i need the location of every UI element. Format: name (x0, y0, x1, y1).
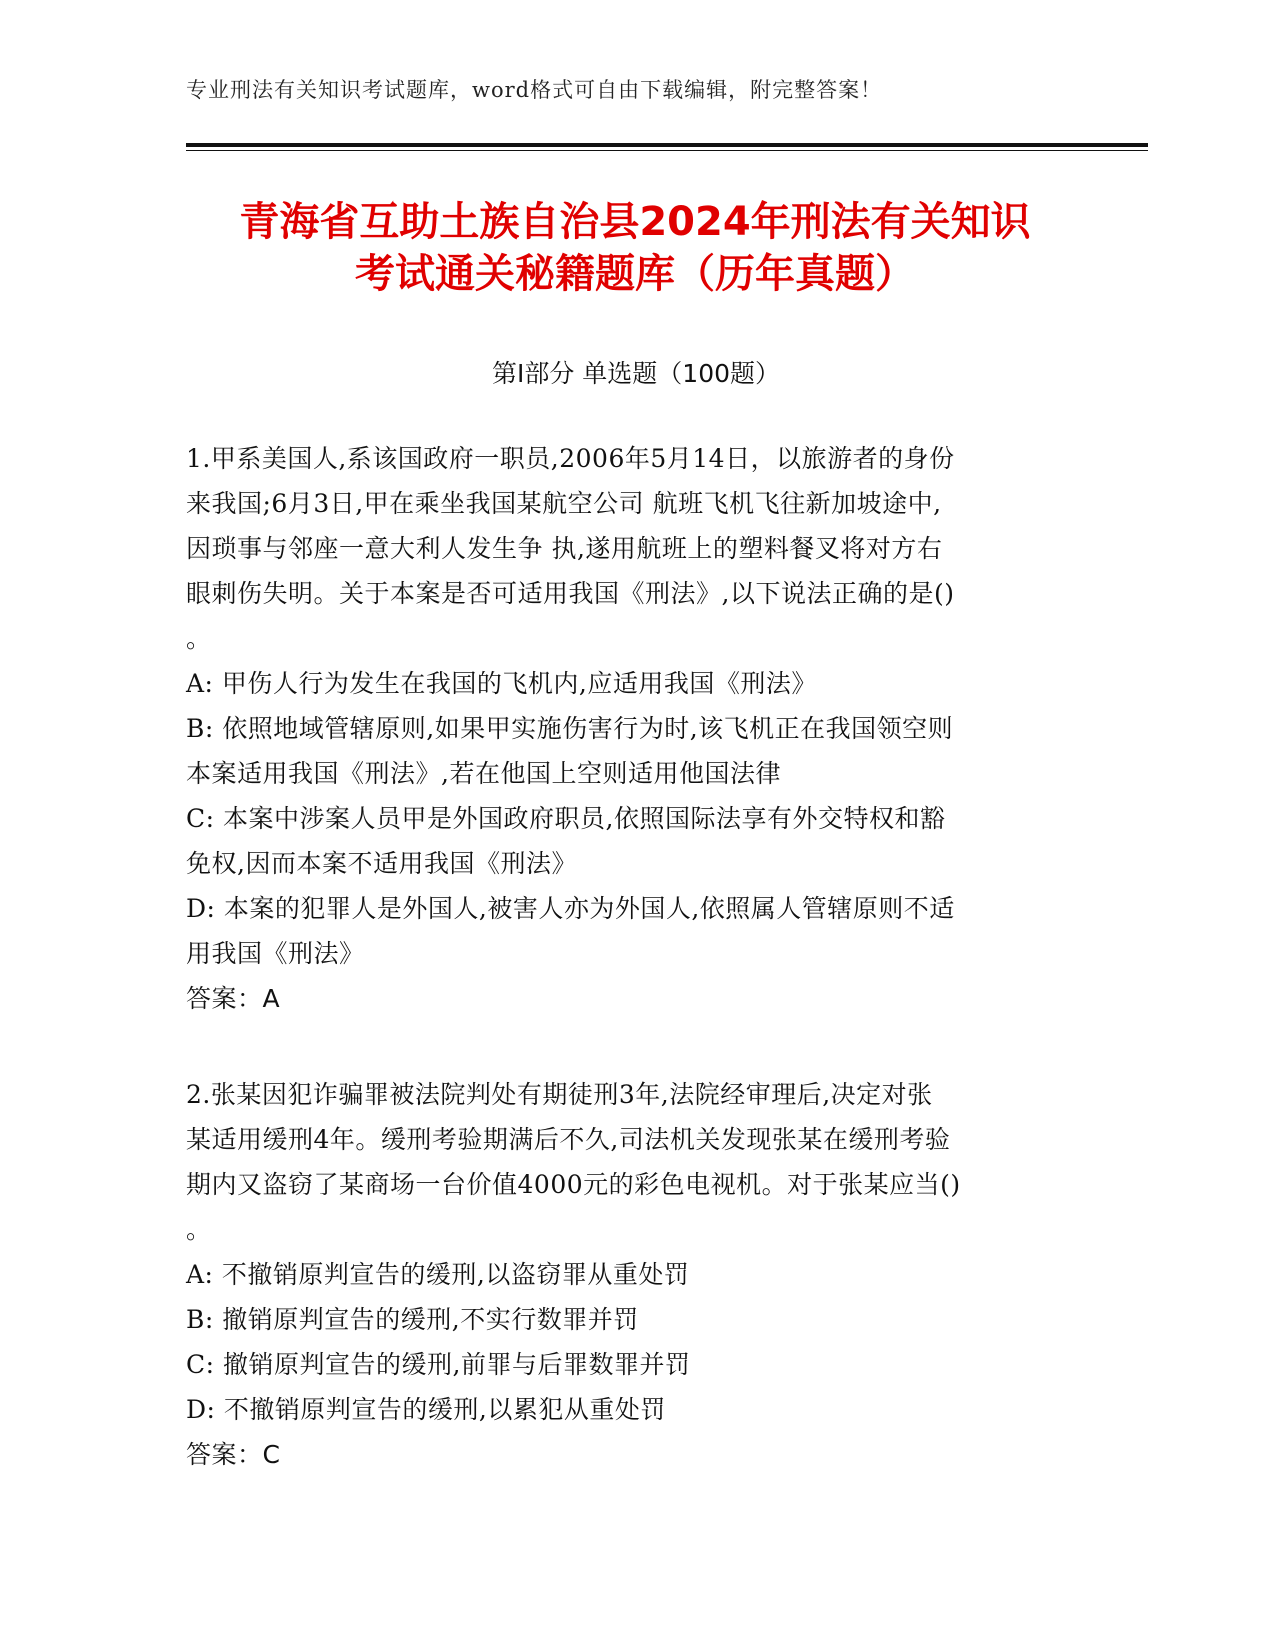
option-a: A: 甲伤人行为发生在我国的飞机内,应适用我国《刑法》 (186, 669, 817, 698)
question-stem-line: 。 (186, 1215, 212, 1244)
option-d-continued: 用我国《刑法》 (186, 939, 365, 968)
answer-label: 答案：A (186, 984, 281, 1013)
option-c: C: 撤销原判宣告的缓刑,前罪与后罪数罪并罚 (186, 1350, 691, 1379)
document-title (150, 196, 1120, 300)
header-rule-thin (186, 150, 1148, 151)
question-stem-line: 1.甲系美国人,系该国政府一职员,2006年5月14日，以旅游者的身份 (186, 444, 955, 473)
option-c-continued: 免权,因而本案不适用我国《刑法》 (186, 849, 577, 878)
question-stem-line: 期内又盗窃了某商场一台价值4000元的彩色电视机。对于张某应当() (186, 1170, 961, 1199)
option-d: D: 不撤销原判宣告的缓刑,以累犯从重处罚 (186, 1395, 666, 1424)
question-stem-line: 。 (186, 624, 212, 653)
document-title-line-2: 考试通关秘籍题库（历年真题） (355, 251, 915, 297)
option-d: D: 本案的犯罪人是外国人,被害人亦为外国人,依照属人管辖原则不适 (186, 894, 955, 923)
header-note: 专业刑法有关知识考试题库，word格式可自由下载编辑，附完整答案！ (186, 78, 883, 102)
document-title-line-1: 青海省互助土族自治县2024年刑法有关知识 (239, 199, 1031, 245)
option-b: B: 依照地域管辖原则,如果甲实施伤害行为时,该飞机正在我国领空则 (186, 714, 954, 743)
option-a: A: 不撤销原判宣告的缓刑,以盗窃罪从重处罚 (186, 1260, 690, 1289)
section-heading: 第I部分 单选题（100题） (491, 359, 781, 388)
question-stem-line: 来我国;6月3日,甲在乘坐我国某航空公司 航班飞机飞往新加坡途中, (186, 489, 942, 518)
option-b: B: 撤销原判宣告的缓刑,不实行数罪并罚 (186, 1305, 639, 1334)
question-stem-line: 眼刺伤失明。关于本案是否可适用我国《刑法》,以下说法正确的是() (186, 579, 955, 608)
question-stem-line: 某适用缓刑4年。缓刑考验期满后不久,司法机关发现张某在缓刑考验 (186, 1125, 951, 1154)
question-1 (186, 436, 1066, 1021)
answer-label: 答案：C (186, 1440, 281, 1469)
question-2 (186, 1072, 1066, 1477)
question-stem-line: 2.张某因犯诈骗罪被法院判处有期徒刑3年,法院经审理后,决定对张 (186, 1080, 933, 1109)
header-rule-thick (186, 143, 1148, 147)
question-stem-line: 因琐事与邻座一意大利人发生争 执,遂用航班上的塑料餐叉将对方右 (186, 534, 943, 563)
option-b-continued: 本案适用我国《刑法》,若在他国上空则适用他国法律 (186, 759, 781, 788)
option-c: C: 本案中涉案人员甲是外国政府职员,依照国际法享有外交特权和豁 (186, 804, 946, 833)
